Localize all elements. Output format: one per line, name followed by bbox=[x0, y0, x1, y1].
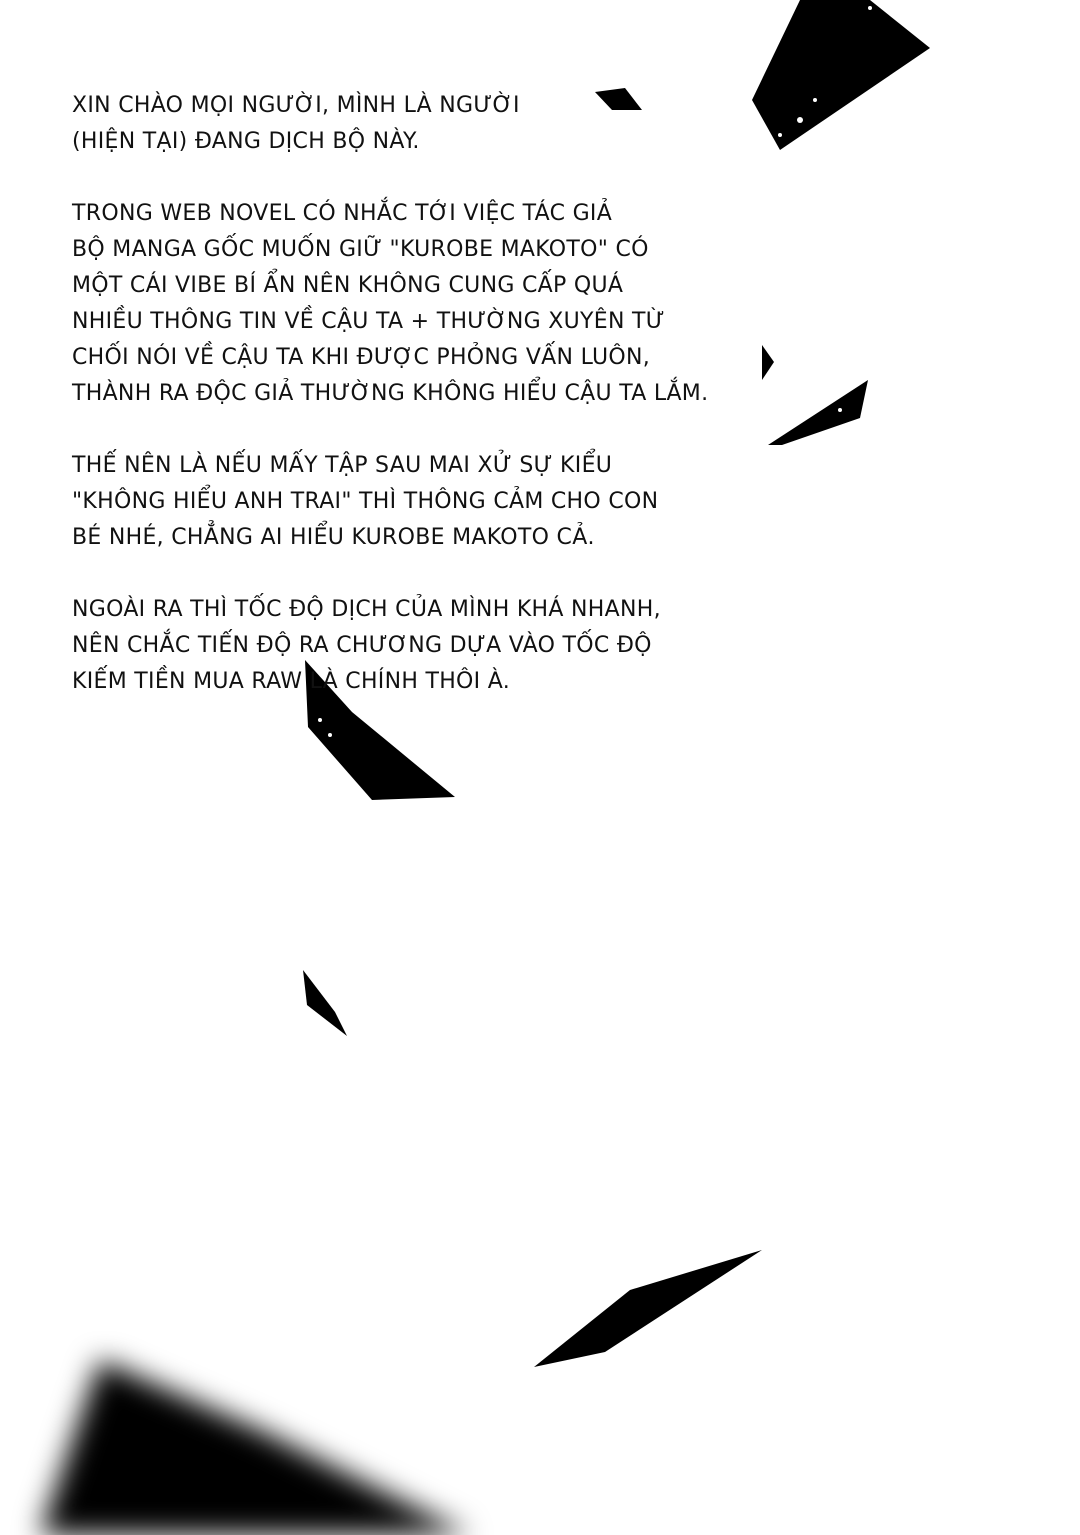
shard-speck bbox=[838, 408, 842, 412]
shard-lower-small bbox=[303, 970, 347, 1036]
note-line: "KHÔNG HIỂU ANH TRAI" THÌ THÔNG CẢM CHO CON bbox=[72, 489, 659, 514]
note-line: NÊN CHẮC TIẾN ĐỘ RA CHƯƠNG DỰA VÀO TỐC ĐỘ bbox=[72, 633, 652, 658]
note-line: XIN CHÀO MỌI NGƯỜI, MÌNH LÀ NGƯỜI bbox=[72, 93, 520, 118]
note-line: BỘ MANGA GỐC MUỐN GIỮ "KUROBE MAKOTO" CÓ bbox=[72, 237, 649, 262]
note-line: NGOÀI RA THÌ TỐC ĐỘ DỊCH CỦA MÌNH KHÁ NHANH, bbox=[72, 597, 661, 622]
shard-speck bbox=[813, 98, 817, 102]
note-paragraph bbox=[72, 88, 672, 160]
shard-top-right bbox=[752, 0, 930, 150]
note-line: NHIỀU THÔNG TIN VỀ CẬU TA + THƯỜNG XUYÊN TỪ bbox=[72, 309, 665, 334]
shard-tick-right bbox=[762, 345, 774, 380]
translator-note bbox=[72, 88, 709, 736]
note-line: MỘT CÁI VIBE BÍ ẨN NÊN KHÔNG CUNG CẤP QUÁ bbox=[72, 273, 624, 298]
note-line: (HIỆN TẠI) ĐANG DỊCH BỘ NÀY. bbox=[72, 129, 420, 154]
note-line: THÀNH RA ĐỘC GIẢ THƯỜNG KHÔNG HIỂU CẬU TA LẮM. bbox=[72, 381, 709, 406]
note-line: CHỐI NÓI VỀ CẬU TA KHI ĐƯỢC PHỎNG VẤN LUÔN, bbox=[72, 345, 651, 370]
note-paragraph bbox=[72, 592, 672, 700]
shard-bottom-long bbox=[534, 1250, 762, 1367]
shard-blurred-bottom-left bbox=[40, 1360, 470, 1535]
note-line: TRONG WEB NOVEL CÓ NHẮC TỚI VIỆC TÁC GIẢ bbox=[72, 201, 613, 226]
note-paragraph bbox=[72, 448, 672, 556]
note-line: BÉ NHÉ, CHẲNG AI HIỂU KUROBE MAKOTO CẢ. bbox=[72, 525, 595, 550]
note-paragraph bbox=[72, 196, 709, 412]
note-line: THẾ NÊN LÀ NẾU MẤY TẬP SAU MAI XỬ SỰ KIỂU bbox=[72, 453, 613, 478]
shard-speck bbox=[778, 133, 782, 137]
shard-right-middle bbox=[768, 380, 868, 445]
note-line: KIẾM TIỀN MUA RAW LÀ CHÍNH THÔI À. bbox=[72, 669, 511, 694]
shard-speck bbox=[797, 117, 803, 123]
shard-speck bbox=[868, 6, 872, 10]
